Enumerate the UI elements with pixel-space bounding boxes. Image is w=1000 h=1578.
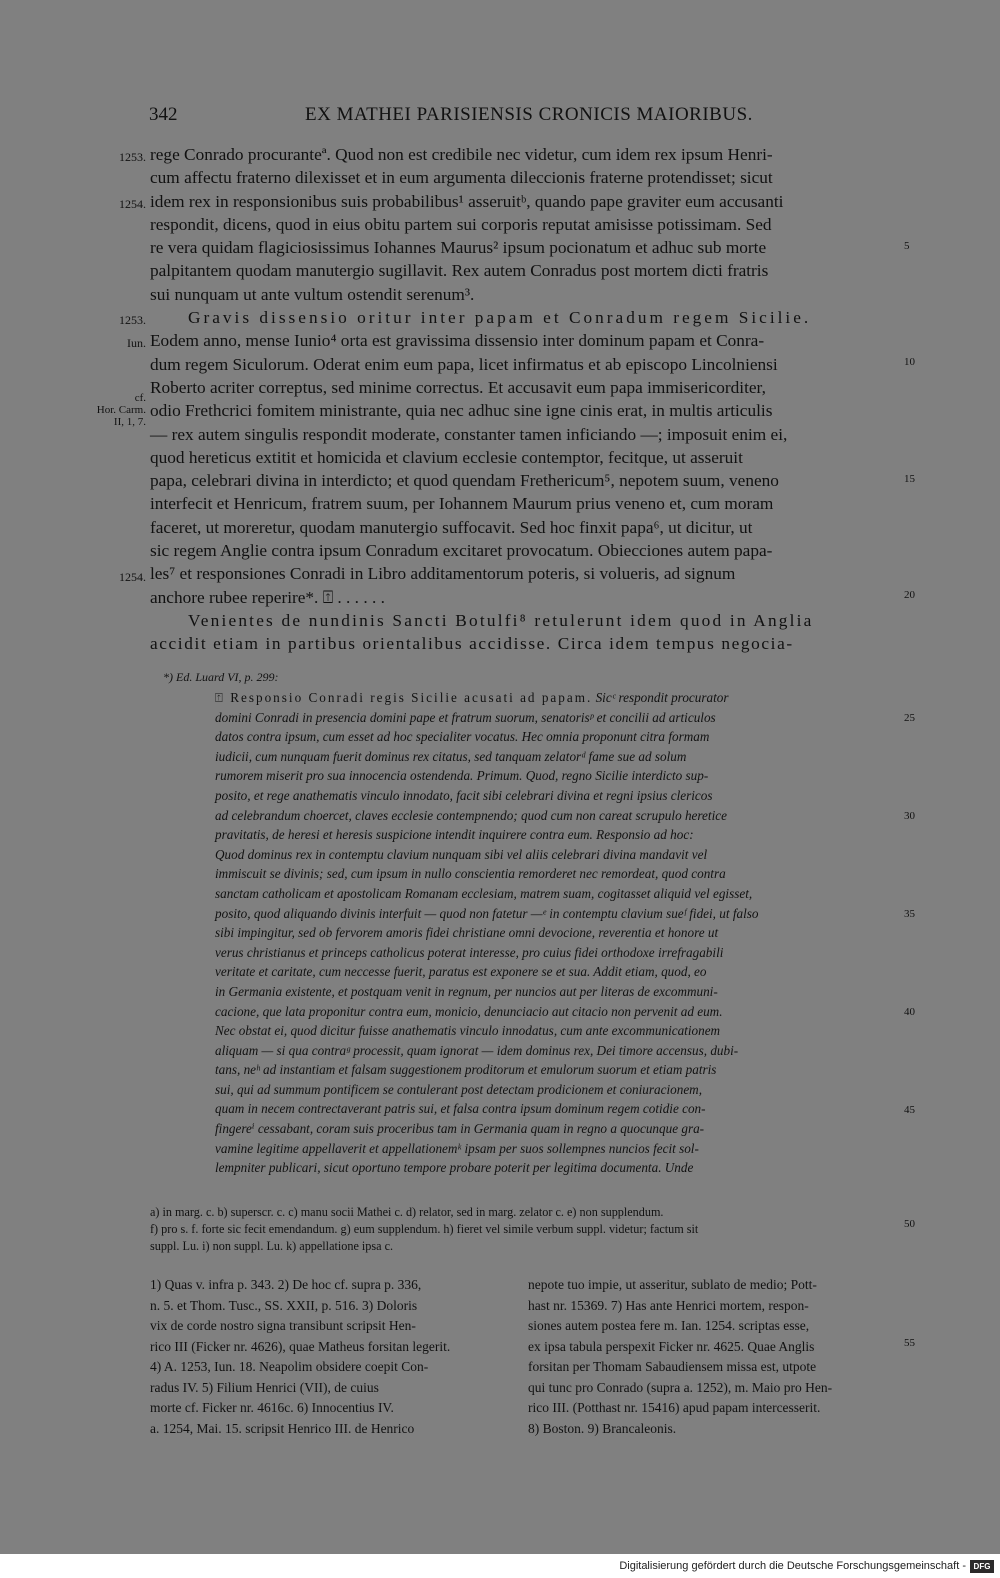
footnote-line: sanctam catholicam et apostolicam Romanam ecclesiam, matrem suam, cogitasset aliquid vel egisset, xyxy=(215,885,753,901)
footnote-line: posito, et rege anathematis vinculo innodato, facit sibi celebrari divina et regni ipsius clericos xyxy=(215,787,713,803)
footnote-line: quam in necem contrectaverant patris sui, et falsa contra ipsum dominum regem cotidie con- xyxy=(215,1101,706,1117)
note-line: rico III (Ficker nr. 4626), quae Matheus forsitan legerit. xyxy=(150,1338,451,1354)
footnote-line: datos contra ipsum, cum esset ad hoc specialiter vocatus. Hec omnia proponunt citra formam xyxy=(215,729,710,745)
text-line: anchore rubee reperire*. ⍐ . . . . . . xyxy=(150,587,385,607)
note-line: ex ipsa tabula perspexit Ficker nr. 4625. Quae Anglis xyxy=(528,1338,815,1354)
text-line: Eodem anno, mense Iunio⁴ orta est gravissima dissensio inter dominum papam et Conra- xyxy=(150,331,765,351)
text-line: papa, celebrari divina in interdicto; et quod quendam Frethericum⁵, nepotem suum, veneno xyxy=(150,471,779,491)
line-number: 35 xyxy=(904,908,915,920)
note-line: a. 1254, Mai. 15. scripsit Henrico III. de Henrico xyxy=(150,1420,415,1436)
footnote-line: fingereⁱ cessabant, coram suis proceribus tam in Germania quam in regno a quocunque gra- xyxy=(215,1121,705,1137)
margin-year: 1254. xyxy=(119,570,146,584)
footnote-line: veritate et caritate, cum neccesse fuerit, paratus est exponere se et sua. Addit etiam, quod, eo xyxy=(215,964,707,980)
note-line: 8) Boston. 9) Brancaleonis. xyxy=(528,1420,677,1436)
footnote-line: aliquam — si qua contraᵍ processit, quam ignorat — idem dominus rex, Dei timore accensus, dubi- xyxy=(215,1042,739,1058)
text-line: faceret, ut moreretur, quodam manutergio suffocavit. Sed hoc finxit papa⁶, ut dicitur, ut xyxy=(150,517,753,537)
text-line: Roberto acriter correptus, sed minime correctus. Et accusavit eum papa immisericorditer, xyxy=(150,377,766,397)
note-line: radus IV. 5) Filium Henrici (VII), de cuius xyxy=(150,1379,379,1395)
footnote-line: sui, qui ad summum pontificem se contulerant post detectam prodicionem et coniuracionem, xyxy=(215,1081,703,1097)
note-line: nepote tuo impie, ut asseritur, sublato de medio; Pott- xyxy=(528,1277,817,1292)
page-header xyxy=(145,104,900,134)
apparatus-line: suppl. Lu. i) non suppl. Lu. k) appellatione ipsa c. xyxy=(150,1239,394,1253)
footnote-line: ad celebrandum choercet, claves ecclesie contempnendo; quod cum non careat scrupulo heretice xyxy=(215,807,727,823)
critical-apparatus xyxy=(150,1204,900,1255)
text-line: dum regem Siculorum. Oderat enim eum papa, licet infirmatus et ab episcopo Lincolniensi xyxy=(150,354,778,374)
text-line: idem rex in responsionibus suis probabilibus¹ asseruitᵇ, quando pape graviter eum accusanti xyxy=(150,191,784,211)
line-number: 45 xyxy=(904,1104,915,1116)
notes-left-column xyxy=(150,1275,515,1439)
text-line: palpitantem quodam manutergio sugillavit. Rex autem Conradus post mortem dicti fratris xyxy=(150,261,769,281)
margin-year: 1254. xyxy=(119,197,146,211)
text-line: cum affectu fraterno dilexisset et in eum argumenta dileccionis fraterne protendisset; sicut xyxy=(150,168,773,188)
note-line: forsitan per Thomam Sabaudiensem missa est, utpote xyxy=(528,1359,817,1374)
note-line: hast nr. 15369. 7) Has ante Henrici mortem, respon- xyxy=(528,1297,809,1313)
footnote-line: verus christianus et princeps catholicus poterat interesse, pro cuius fidei orthodoxe irrefragabili xyxy=(215,944,724,960)
note-line: rico III. (Potthast nr. 15416) apud papam intercesserit. xyxy=(528,1400,821,1415)
note-line: qui tunc pro Conrado (supra a. 1252), m. Maio pro Hen- xyxy=(528,1379,833,1395)
margin-source-ref: II, 1, 7. xyxy=(113,416,146,428)
footnote-head: *) Ed. Luard VI, p. 299: xyxy=(163,670,279,684)
line-number: 30 xyxy=(904,810,915,822)
apparatus-line: a) in marg. c. b) superscr. c. c) manu socii Mathei c. d) relator, sed in marg. zelator c. e) non supplendum. xyxy=(150,1205,664,1219)
note-line: morte cf. Ficker nr. 4616c. 6) Innocentius IV. xyxy=(150,1400,394,1415)
section-heading: Gravis dissensio oritur inter papam et Conradum regem Sicilie. xyxy=(188,308,812,328)
notes-right-column xyxy=(528,1275,898,1439)
apparatus-line: f) pro s. f. forte sic fecit emendandum. g) eum supplendum. h) fieret vel simile verbum suppl. videtur; factum sit xyxy=(150,1222,699,1236)
footnote-line: iudicii, cum nunquam fuerit dominus rex citatus, sed tanquam zelatorᵈ fame sue ad solum xyxy=(215,748,687,764)
footnote-line: Nec obstat ei, quod dicitur fuisse anathematis vinculo innodatus, cum ante excommunicationem xyxy=(215,1023,721,1039)
footnote-title: ⍐ Responsio Conradi regis Sicilie acusati ad papam. xyxy=(215,690,593,705)
margin-year: 1253. xyxy=(119,313,146,327)
text-line: sic regem Anglie contra ipsum Conradum excitaret provocatum. Obiecciones autem papa- xyxy=(150,541,773,561)
footnote-line: sibi impingitur, sed ob fervorem amoris fidei christiane omni devocione, reverentia et honore ut xyxy=(215,925,719,941)
margin-year: 1253. xyxy=(119,150,146,164)
text-line: les⁷ et responsiones Conradi in Libro additamentorum poteris, si volueris, ad signum xyxy=(150,564,736,584)
line-number: 40 xyxy=(904,1006,915,1018)
main-text xyxy=(150,143,898,656)
note-line: 1) Quas v. infra p. 343. 2) De hoc cf. supra p. 336, xyxy=(150,1277,422,1292)
text-line: accidit etiam in partibus orientalibus accidisse. Circa idem tempus negocia- xyxy=(150,634,794,654)
text-line: re vera quidam flagiciosissimus Iohannes Maurus² ipsum pocionatum et adhuc sub morte xyxy=(150,238,767,258)
dfg-logo: DFG xyxy=(970,1560,994,1573)
footnote-block xyxy=(215,688,899,1178)
text-line: quod hereticus extitit et homicida et clavium ecclesie contemptor, fecitque, ut asseruit xyxy=(150,447,743,467)
margin-cf: cf. xyxy=(134,392,146,404)
line-number: 25 xyxy=(904,712,915,724)
text-line: interfecit et Henricum, fratrem suum, per Iohannem Maurum prius veneno et, cum moram xyxy=(150,494,774,514)
footer-bar xyxy=(0,1554,1000,1578)
margin-source: Hor. Carm. xyxy=(96,404,146,416)
note-line: siones autem postea fere m. Ian. 1254. scriptas esse, xyxy=(528,1318,810,1333)
margin-month: Iun. xyxy=(127,336,146,350)
text-line: respondit, dicens, quod in eius obitu partem sui corporis reputat amisisse potissimam. Sed xyxy=(150,214,772,234)
digitization-credit: Digitalisierung gefördert durch die Deutsche Forschungsgemeinschaft - xyxy=(619,1560,966,1572)
footnote-line: domini Conradi in presencia domini pape et fratrum suorum, senatorisᵖ et concilii ad articulos xyxy=(215,709,716,725)
text-line: sui nunquam ut ante vultum ostendit serenum³. xyxy=(150,284,475,304)
note-line: 4) A. 1253, Iun. 18. Neapolim obsidere coepit Con- xyxy=(150,1359,429,1374)
footnote-line: pravitatis, de heresi et heresis suspicione intendit inquirere contra eum. Responsio ad hoc: xyxy=(215,827,694,843)
footnote-line: rumorem miserit pro sua innocencia ostendenda. Primum. Quod, regno Sicilie interdicto sup- xyxy=(215,768,709,784)
note-line: n. 5. et Thom. Tusc., SS. XXII, p. 516. 3) Doloris xyxy=(150,1297,418,1313)
line-number: 50 xyxy=(904,1218,915,1230)
line-number: 10 xyxy=(904,356,915,368)
text-line: rege Conrado procuranteª. Quod non est credibile nec videtur, cum idem rex ipsum Henri- xyxy=(150,145,773,164)
footnote-line: lempniter publicari, sicut oportuno tempore probare poterit per legitima documenta. Unde xyxy=(215,1160,694,1176)
line-number: 55 xyxy=(904,1337,915,1349)
footnote-line: immiscuit se divinis; sed, cum ipsum in nullo conscientia remorderet nec remordeat, quod contra xyxy=(215,866,726,882)
running-title: EX MATHEI PARISIENSIS CRONICIS MAIORIBUS. xyxy=(305,104,753,125)
line-number: 20 xyxy=(904,589,915,601)
note-line: vix de corde nostro signa transibunt scripsit Hen- xyxy=(150,1318,416,1333)
footnote-line: posito, quod aliquando divinis interfuit — quod non fatetur —ᵉ in contemptu clavium sueᶠ fidei, ut falso xyxy=(215,905,759,921)
footnote-line: Sicᶜ respondit procurator xyxy=(592,690,729,705)
footnote-line: in Germania existente, et postquam venit in regnum, per nuncios aut per literas de excommuni- xyxy=(215,983,718,999)
footnote-line: vamine legitime appellaverit et appellationemᵏ ipsam per suos sollempnes nuncios fecit sol- xyxy=(215,1140,699,1156)
text-line: — rex autem singulis respondit moderate, constanter tamen inficiando —; imposuit enim ei, xyxy=(150,424,788,444)
section-heading: Venientes de nundinis Sancti Botulfi⁸ retulerunt idem quod in Anglia xyxy=(188,610,814,630)
footnote-line: tans, neʰ ad instantiam et falsam suggestionem proditorum et emulorum suorum et etiam patris xyxy=(215,1062,717,1078)
line-number: 5 xyxy=(904,240,910,252)
text-line: odio Frethcrici fomitem ministrante, quia nec adhuc sine igne cinis erat, in multis articulis xyxy=(150,401,773,421)
footnote-line: cacione, que lata proponitur contra eum, monicio, denunciacio aut citacio non pervenit ad eum. xyxy=(215,1003,723,1019)
line-number: 15 xyxy=(904,473,915,485)
footnote-line: Quod dominus rex in contemptu clavium nunquam sibi vel aliis celebrari divina mandavit vel xyxy=(215,846,708,862)
page-number: 342 xyxy=(149,104,178,125)
